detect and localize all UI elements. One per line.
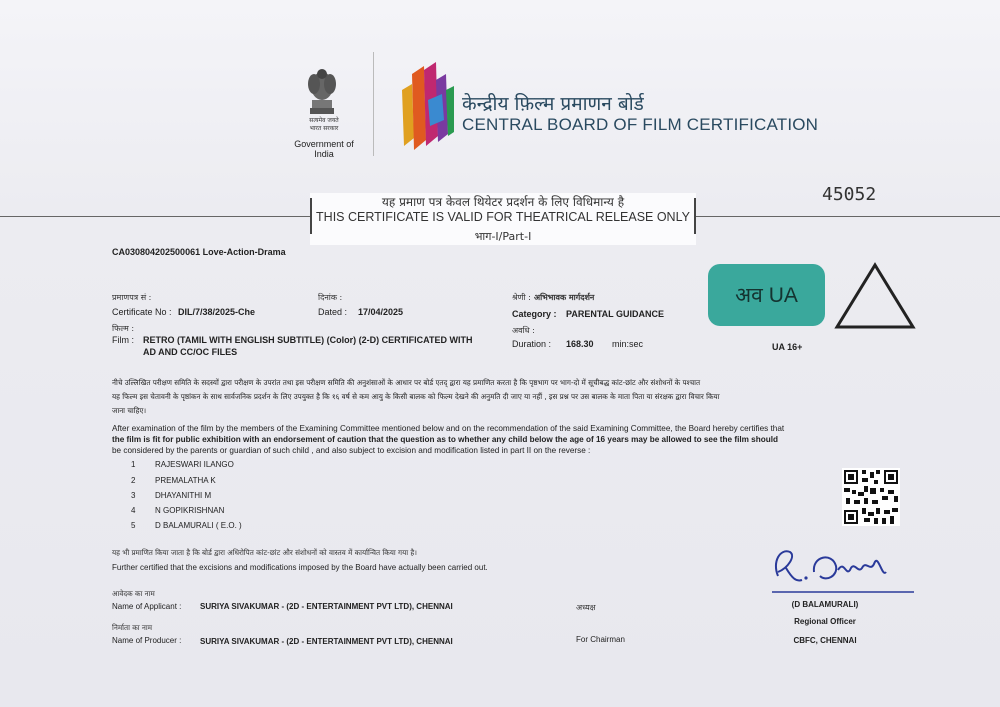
applicant-label-hindi: आवेदक का नाम [112, 589, 155, 598]
committee-name: RAJESWARI ILANGO [155, 460, 234, 469]
film-title-line1: RETRO (TAMIL WITH ENGLISH SUBTITLE) (Color) (2-D) CERTIFICATED WITH [143, 335, 473, 345]
date-label: Dated : [318, 307, 348, 317]
chairman-label-hindi: अध्यक्ष [576, 603, 596, 612]
rating-badge-text [708, 281, 825, 309]
body-hindi-line3: जाना चाहिए। [112, 406, 147, 415]
board-name-english: CENTRAL BOARD OF FILM CERTIFICATION [462, 115, 819, 134]
body-english-line3: be considered by the parents or guardian of such child , and also subject to excision and modification listed in part II on the reverse : [112, 446, 591, 455]
body-hindi-line1: नीचे उल्लिखित परीक्षण समिति के सदस्यों द्वारा परीक्षण के उपरांत तथा इस परीक्षण समिति की अनुशंसाओं के आधार पर बोर्ड एतद् द्वारा यह प्रमाणित करता है कि पृष्ठभाग पर भाग-दो में सूचीबद्ध कांट-छांट और संशोधनों के पश्चात [112, 378, 701, 387]
applicant-label: Name of Applicant : [112, 602, 182, 611]
further-english: Further certified that the excisions and modifications imposed by the Board have actually been carried out. [112, 563, 488, 572]
government-of-india-label: Government of India [294, 139, 354, 159]
body-hindi-line2: यह फिल्म इस चेतावनी के पृष्ठांकन के साथ सार्वजनिक प्रदर्शन के लिए उपयुक्त है कि १६ वर्ष से कम आयु के किसी बालक को फिल्म देखने की अनुमति दी जाए या नहीं , इस प्रश्न पर उस बालक के माता पिता या संरक्षक द्वारा विचार किया [112, 392, 720, 401]
committee-number: 2 [131, 476, 136, 485]
duration-label: Duration : [512, 339, 552, 349]
part-label: भाग-I/Part-I [474, 230, 532, 243]
national-emblem-icon [300, 64, 344, 124]
cert-no-label: Certificate No : [112, 307, 172, 317]
emblem-org-hindi: भारत सरकार [309, 125, 339, 132]
committee-name: N GOPIKRISHNAN [155, 506, 225, 515]
committee-number: 4 [131, 506, 136, 515]
duration-unit: min:sec [612, 339, 644, 349]
committee-name: D BALAMURALI ( E.O. ) [155, 521, 242, 530]
duration-label-hindi: अवधि : [512, 326, 535, 335]
rating-badge-english: UA [768, 284, 798, 307]
officer-office: CBFC, CHENNAI [793, 636, 857, 645]
producer-label-hindi: निर्माता का नाम [112, 623, 153, 632]
body-english [112, 423, 892, 456]
category-value: PARENTAL GUIDANCE [566, 309, 665, 319]
emblem-caption [284, 117, 364, 133]
header-divider [373, 52, 374, 156]
serial-number: 45052 [822, 184, 877, 205]
producer-value: SURIYA SIVAKUMAR - (2D - ENTERTAINMENT PVT LTD), CHENNAI [200, 637, 453, 646]
banner-rule-right [696, 216, 1000, 217]
reference-number: CA030804202500061 Love-Action-Drama [112, 247, 286, 257]
officer-signature [766, 542, 916, 594]
category-label: Category : [512, 309, 557, 319]
cbfc-logo-icon [398, 60, 456, 152]
body-hindi [112, 377, 892, 416]
date-value: 17/04/2025 [358, 307, 404, 317]
date-label-hindi: दिनांक : [318, 293, 343, 302]
cert-no-label-hindi: प्रमाणपत्र सं : [112, 293, 152, 302]
chairman-label: For Chairman [576, 635, 625, 644]
producer-label: Name of Producer : [112, 636, 182, 645]
committee-number: 1 [131, 460, 136, 469]
officer-name: (D BALAMURALI) [791, 600, 859, 609]
applicant-value: SURIYA SIVAKUMAR - (2D - ENTERTAINMENT PVT LTD), CHENNAI [200, 602, 453, 611]
film-label: Film : [112, 335, 135, 345]
caution-triangle-icon [834, 262, 916, 330]
committee-name: PREMALATHA K [155, 476, 216, 485]
category-label-hindi: श्रेणी : [512, 293, 531, 302]
validity-line-english: THIS CERTIFICATE IS VALID FOR THEATRICAL RELEASE ONLY [316, 210, 690, 224]
cert-no-value: DIL/7/38/2025-Che [178, 307, 256, 317]
banner-rule-left [0, 216, 310, 217]
committee-number: 5 [131, 521, 136, 530]
validity-line-hindi: यह प्रमाण पत्र केवल थियेटर प्रदर्शन के लिए विधिमान्य है [381, 195, 625, 209]
film-label-hindi: फिल्म : [112, 324, 135, 333]
age-rating: UA 16+ [772, 342, 803, 352]
qr-code-icon [842, 468, 900, 526]
committee-number: 3 [131, 491, 136, 500]
body-english-line2: the film is fit for public exhibition with an endorsement of caution that the question as to whether any child below the age of 16 years may be allowed to see the film should [112, 435, 779, 444]
officer-title: Regional Officer [794, 617, 856, 626]
emblem-motto: सत्यमेव जयते [309, 117, 339, 124]
further-hindi: यह भी प्रमाणित किया जाता है कि बोर्ड द्वारा अधिरोपित कांट-छांट और संशोधनों को वास्तव में कार्यान्वित किया गया है। [112, 548, 417, 557]
committee-name: DHAYANITHI M [155, 491, 212, 500]
duration-value: 168.30 [566, 339, 594, 349]
rating-badge-hindi: अव [735, 283, 763, 307]
body-english-line1: After examination of the film by the members of the Examining Committee mentioned below and on the recommendation of the said Examining Committee, the Board hereby certifies that [112, 424, 785, 433]
film-title-line2: AD AND CC/OC FILES [143, 347, 238, 357]
board-name-hindi: केन्द्रीय फ़िल्म प्रमाणन बोर्ड [462, 93, 644, 115]
category-value-hindi: अभिभावक मार्गदर्शन [534, 293, 595, 302]
